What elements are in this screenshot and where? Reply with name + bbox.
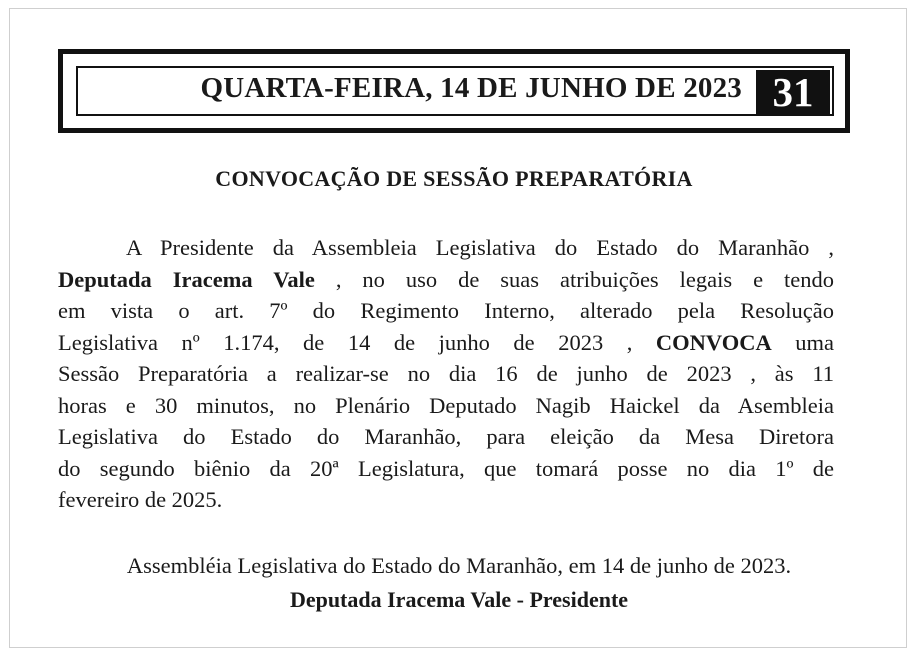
header-box [76,66,834,116]
signature: Deputada Iracema Vale - Presidente [289,587,629,612]
body-line: Deputada Iracema Vale , no uso de suas atribuições legais e tendo [58,266,834,292]
page-header [58,49,850,133]
president-name: Deputada Iracema Vale [58,266,315,292]
body-line: Legislativa nº 1.174, de 14 de junho de 2023 , CONVOCA uma [58,329,834,355]
body-line: horas e 30 minutos, no Plenário Deputado Nagib Haickel da Asembleia [58,392,834,418]
header-date: QUARTA-FEIRA, 14 DE JUNHO DE 2023 [200,72,742,104]
body-line: do segundo biênio da 20ª Legislatura, que tomará posse no dia 1º de [58,455,834,481]
body-line: Sessão Preparatória a realizar-se no dia 16 de junho de 2023 , às 11 [58,361,834,386]
convoca-keyword: CONVOCA [655,329,772,355]
document-title: CONVOCAÇÃO DE SESSÃO PREPARATÓRIA [215,166,693,191]
body-line: fevereiro de 2025. [58,487,223,512]
body-line: Legislativa do Estado do Maranhão, para eleição da Mesa Diretora [58,424,834,449]
body-line: em vista o art. 7º do Regimento Interno, alterado pela Resolução [58,298,834,323]
document-body [58,232,834,516]
closing-line: Assembléia Legislativa do Estado do Maranhão, em 14 de junho de 2023. [126,553,792,578]
body-line: A Presidente da Assembleia Legislativa do Estado do Maranhão , [126,235,834,260]
page-number: 31 [756,70,830,114]
